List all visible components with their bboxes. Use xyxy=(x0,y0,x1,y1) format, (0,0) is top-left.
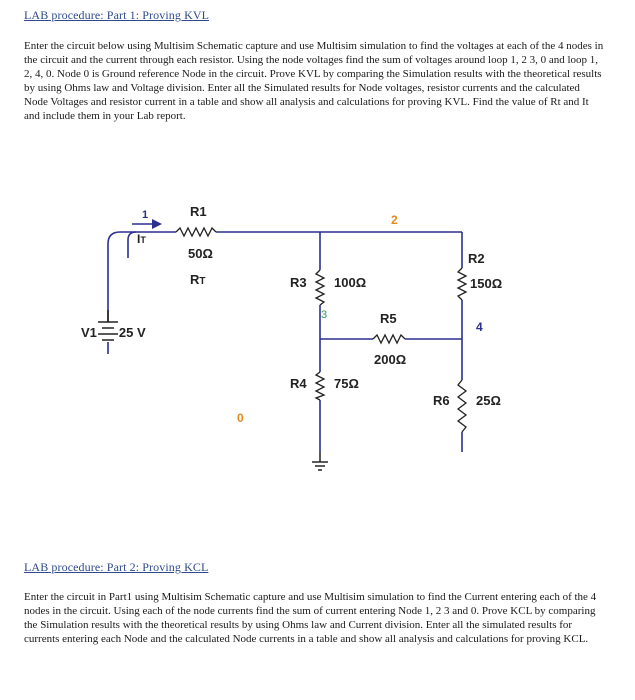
resistor-r3-zigzag xyxy=(316,270,324,305)
v1-label: V1 25 V xyxy=(81,325,146,340)
node-2-label: 2 xyxy=(391,213,398,227)
r2-name: R2 xyxy=(468,251,485,266)
resistor-r5-zigzag xyxy=(373,335,405,343)
resistor-r2-zigzag xyxy=(458,268,466,300)
r3-value: 100Ω xyxy=(334,275,367,290)
ground-icon xyxy=(312,452,328,470)
resistor-r6-zigzag xyxy=(458,380,466,432)
it-label: IT xyxy=(137,232,146,246)
part2-heading: LAB procedure: Part 2: Proving KCL xyxy=(24,560,209,574)
circuit-wires xyxy=(108,232,462,452)
r6-name: R6 xyxy=(433,393,450,408)
battery-icon xyxy=(98,310,118,340)
node-4-label: 4 xyxy=(476,320,483,334)
r2-value: 150Ω xyxy=(470,276,503,291)
r4-value: 75Ω xyxy=(334,376,359,391)
r5-name: R5 xyxy=(380,311,397,326)
node-3-label: 3 xyxy=(321,309,328,321)
r6-value: 25Ω xyxy=(476,393,501,408)
r1-value: 50Ω xyxy=(188,246,213,261)
part2-paragraph: Enter the circuit in Part1 using Multisim Schematic capture and use Multisim simulation to find the Current entering each of the 4 nodes in the circuit. Using each of the node currents find the sum of current entering Node 1, 2 3 and 0. Prove KCL by comparing the Simulation results with the theoretical results by using Ohms law and Current division. Enter all the simulated results for currents entering each Node and the calculated Node currents in a table and show all analysis and calculations for proving KCL. xyxy=(24,591,597,645)
wire-source-top xyxy=(108,232,176,322)
part1-paragraph: Enter the circuit below using Multisim Schematic capture and use Multisim simulation to find the voltages at each of the 4 nodes in the circuit and the current through each resistor. Using the node voltages find the sum of voltages around loop 1, 2 3, 0 and loop 1, 2, 4, 0. Node 0 is Ground reference Node in the circuit. Prove KVL by comparing the Simulation results with the theoretical results by using Ohms law and Voltage division. Enter all the Simulated results for Node voltages, resistor currents and the calculated Node Voltages and resistor current in a table and show all analysis and calculations for proving KVL. Find the value of Rt and It and include them in your Lab report. xyxy=(24,40,604,122)
node-1-label: 1 xyxy=(142,209,149,221)
resistor-r1-zigzag xyxy=(176,228,216,236)
part1-heading: LAB procedure: Part 1: Proving KVL xyxy=(24,8,210,22)
rt-label: RT xyxy=(190,272,206,287)
resistor-r4-zigzag xyxy=(316,372,324,400)
r1-name: R1 xyxy=(190,204,207,219)
r3-name: R3 xyxy=(290,275,307,290)
node-0-label: 0 xyxy=(237,411,244,425)
r4-name: R4 xyxy=(290,376,307,391)
r5-value: 200Ω xyxy=(374,352,407,367)
